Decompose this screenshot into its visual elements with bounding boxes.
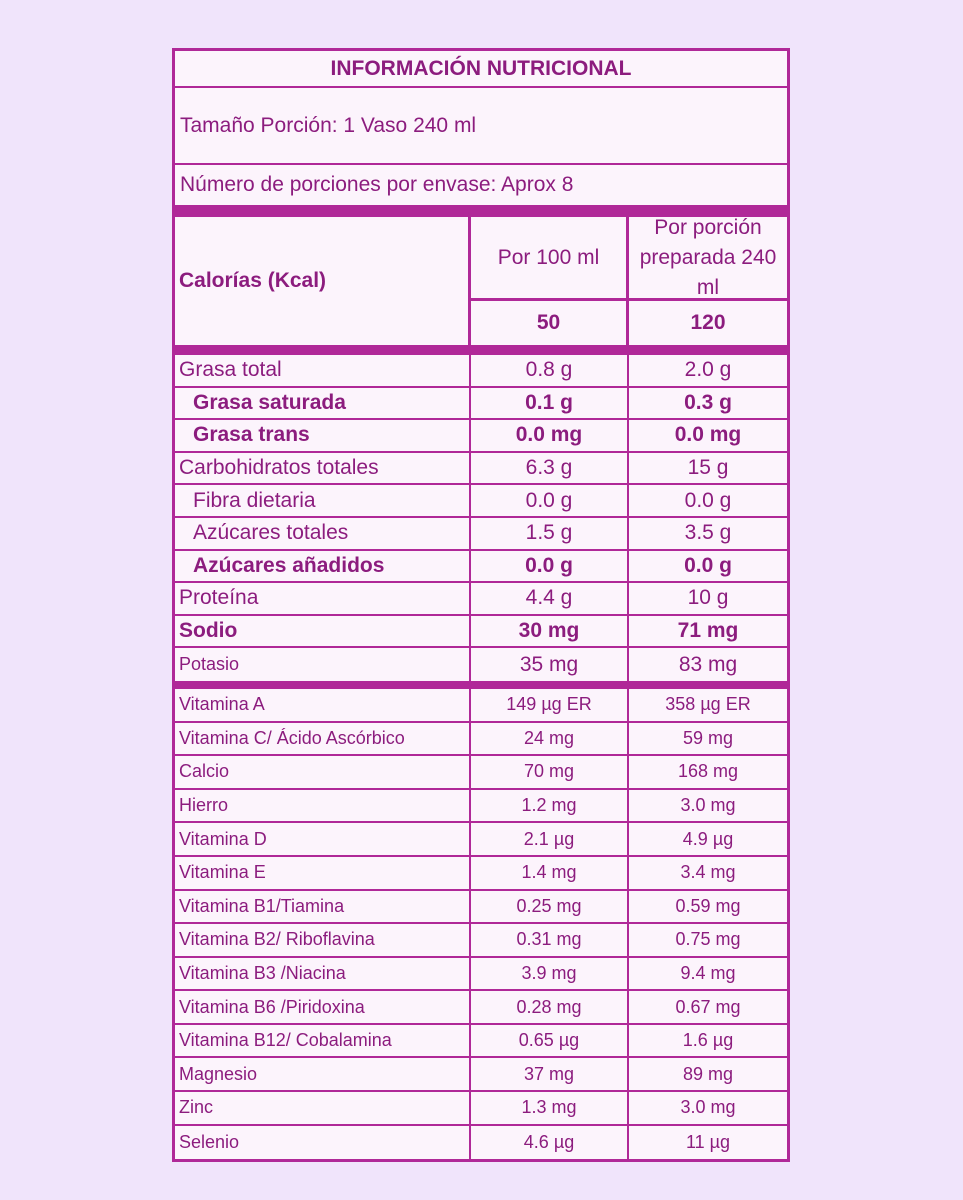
- vitamin-per-serving: 4.9 µg: [682, 828, 734, 849]
- vitamin-per-serving: 59 mg: [682, 727, 734, 748]
- per-100-header: Por 100 ml: [471, 217, 626, 301]
- vitamin-per-serving: 0.59 mg: [675, 895, 741, 916]
- table-row: [175, 648, 787, 681]
- vitamin-per-100: 1.3 mg: [471, 1092, 629, 1124]
- nutrient-per-serving: 10 g: [687, 586, 729, 610]
- nutrient-per-100: 0.1 g: [471, 388, 629, 419]
- table-row: [175, 857, 787, 891]
- vitamin-name: Vitamina B3 /Niacina: [175, 958, 471, 990]
- table-row: [175, 823, 787, 857]
- vitamin-per-serving: 358 µg ER: [665, 694, 751, 715]
- vitamin-name: Vitamina B12/ Cobalamina: [175, 1025, 471, 1057]
- table-row: [175, 689, 787, 723]
- table-row: [175, 485, 787, 518]
- table-row: [175, 790, 787, 824]
- table-row: [175, 958, 787, 992]
- nutrient-name: Azúcares totales: [175, 518, 471, 549]
- vitamin-per-100: 4.6 µg: [471, 1126, 629, 1160]
- vitamin-per-100: 0.31 mg: [471, 924, 629, 956]
- table-row: [175, 616, 787, 649]
- nutrient-name: Grasa total: [175, 355, 471, 386]
- table-row: [175, 551, 787, 584]
- thick-divider: [175, 681, 787, 689]
- table-row: [175, 723, 787, 757]
- table-row: [175, 388, 787, 421]
- table-row: [175, 1092, 787, 1126]
- vitamin-per-serving: 89 mg: [682, 1063, 734, 1084]
- vitamin-name: Vitamina D: [175, 823, 471, 855]
- vitamin-name: Vitamina A: [175, 689, 471, 721]
- vitamin-per-100: 24 mg: [471, 723, 629, 755]
- serving-size: Tamaño Porción: 1 Vaso 240 ml: [175, 88, 787, 165]
- table-row: [175, 1025, 787, 1059]
- nutrient-per-100: 1.5 g: [471, 518, 629, 549]
- nutrient-per-100: 35 mg: [471, 648, 629, 681]
- vitamin-per-serving: 168 mg: [677, 761, 739, 782]
- calories-label: Calorías (Kcal): [175, 217, 471, 345]
- nutrient-name: Fibra dietaria: [175, 485, 471, 516]
- vitamin-per-serving: 3.0 mg: [680, 1097, 736, 1118]
- calories-block: [175, 217, 787, 345]
- nutrient-per-100: 30 mg: [471, 616, 629, 647]
- nutrients-section: [175, 355, 787, 681]
- vitamin-name: Vitamina B2/ Riboflavina: [175, 924, 471, 956]
- table-row: [175, 891, 787, 925]
- vitamin-per-100: 70 mg: [471, 756, 629, 788]
- per-serving-header: Por porción preparada 240 ml: [629, 217, 787, 301]
- vitamin-per-serving: 0.67 mg: [675, 996, 741, 1017]
- vitamin-name: Hierro: [175, 790, 471, 822]
- table-row: [175, 991, 787, 1025]
- table-row: [175, 355, 787, 388]
- nutrient-per-100: 6.3 g: [471, 453, 629, 484]
- table-row: [175, 1126, 787, 1160]
- nutrient-name: Sodio: [175, 616, 471, 647]
- vitamin-per-serving: 11 µg: [685, 1131, 731, 1152]
- vitamin-name: Zinc: [175, 1092, 471, 1124]
- vitamin-name: Vitamina C/ Ácido Ascórbico: [175, 723, 471, 755]
- nutrient-name: Carbohidratos totales: [175, 453, 471, 484]
- vitamins-section: [175, 689, 787, 1159]
- nutrient-per-serving: 71 mg: [677, 619, 739, 643]
- per-100-column: [471, 217, 629, 345]
- nutrition-facts-table: [172, 48, 790, 1162]
- nutrient-per-serving: 0.0 g: [684, 488, 732, 512]
- nutrient-per-serving: 0.3 g: [684, 390, 732, 414]
- vitamin-per-100: 3.9 mg: [471, 958, 629, 990]
- nutrient-per-100: 0.0 g: [471, 485, 629, 516]
- table-row: [175, 583, 787, 616]
- vitamin-name: Calcio: [175, 756, 471, 788]
- table-row: [175, 453, 787, 486]
- nutrient-per-100: 4.4 g: [471, 583, 629, 614]
- vitamin-per-serving: 1.6 µg: [682, 1030, 734, 1051]
- calories-per-serving: 120: [690, 311, 726, 334]
- nutrient-name: Azúcares añadidos: [175, 551, 471, 582]
- vitamin-name: Vitamina B1/Tiamina: [175, 891, 471, 923]
- nutrient-per-serving: 2.0 g: [684, 358, 732, 382]
- vitamin-per-serving: 0.75 mg: [675, 929, 741, 950]
- vitamin-name: Magnesio: [175, 1058, 471, 1090]
- thick-divider: [175, 345, 787, 355]
- table-row: [175, 518, 787, 551]
- vitamin-per-serving: 3.0 mg: [680, 795, 736, 816]
- table-row: [175, 924, 787, 958]
- vitamin-per-serving: 9.4 mg: [680, 962, 736, 983]
- vitamin-per-100: 0.25 mg: [471, 891, 629, 923]
- vitamin-per-100: 1.2 mg: [471, 790, 629, 822]
- nutrient-per-100: 0.8 g: [471, 355, 629, 386]
- nutrient-per-100: 0.0 g: [471, 551, 629, 582]
- table-row: [175, 420, 787, 453]
- vitamin-per-100: 37 mg: [471, 1058, 629, 1090]
- nutrient-name: Proteína: [175, 583, 471, 614]
- vitamin-per-100: 2.1 µg: [471, 823, 629, 855]
- nutrient-per-serving: 0.0 g: [684, 553, 732, 577]
- vitamin-per-serving: 3.4 mg: [680, 862, 736, 883]
- servings-per-container: Número de porciones por envase: Aprox 8: [175, 165, 787, 207]
- vitamin-per-100: 149 µg ER: [471, 689, 629, 721]
- vitamin-per-100: 0.65 µg: [471, 1025, 629, 1057]
- per-serving-column: [629, 217, 787, 345]
- nutrient-per-100: 0.0 mg: [471, 420, 629, 451]
- nutrient-per-serving: 0.0 mg: [674, 423, 742, 447]
- nutrient-per-serving: 83 mg: [678, 652, 738, 676]
- nutrient-name: Potasio: [175, 648, 471, 681]
- vitamin-per-100: 0.28 mg: [471, 991, 629, 1023]
- table-title: INFORMACIÓN NUTRICIONAL: [175, 51, 787, 88]
- table-row: [175, 756, 787, 790]
- nutrient-name: Grasa trans: [175, 420, 471, 451]
- nutrient-per-serving: 15 g: [687, 456, 729, 480]
- vitamin-per-100: 1.4 mg: [471, 857, 629, 889]
- nutrient-per-serving: 3.5 g: [684, 521, 732, 545]
- vitamin-name: Selenio: [175, 1126, 471, 1160]
- nutrient-name: Grasa saturada: [175, 388, 471, 419]
- calories-per-100: 50: [536, 311, 561, 334]
- table-row: [175, 1058, 787, 1092]
- vitamin-name: Vitamina E: [175, 857, 471, 889]
- vitamin-name: Vitamina B6 /Piridoxina: [175, 991, 471, 1023]
